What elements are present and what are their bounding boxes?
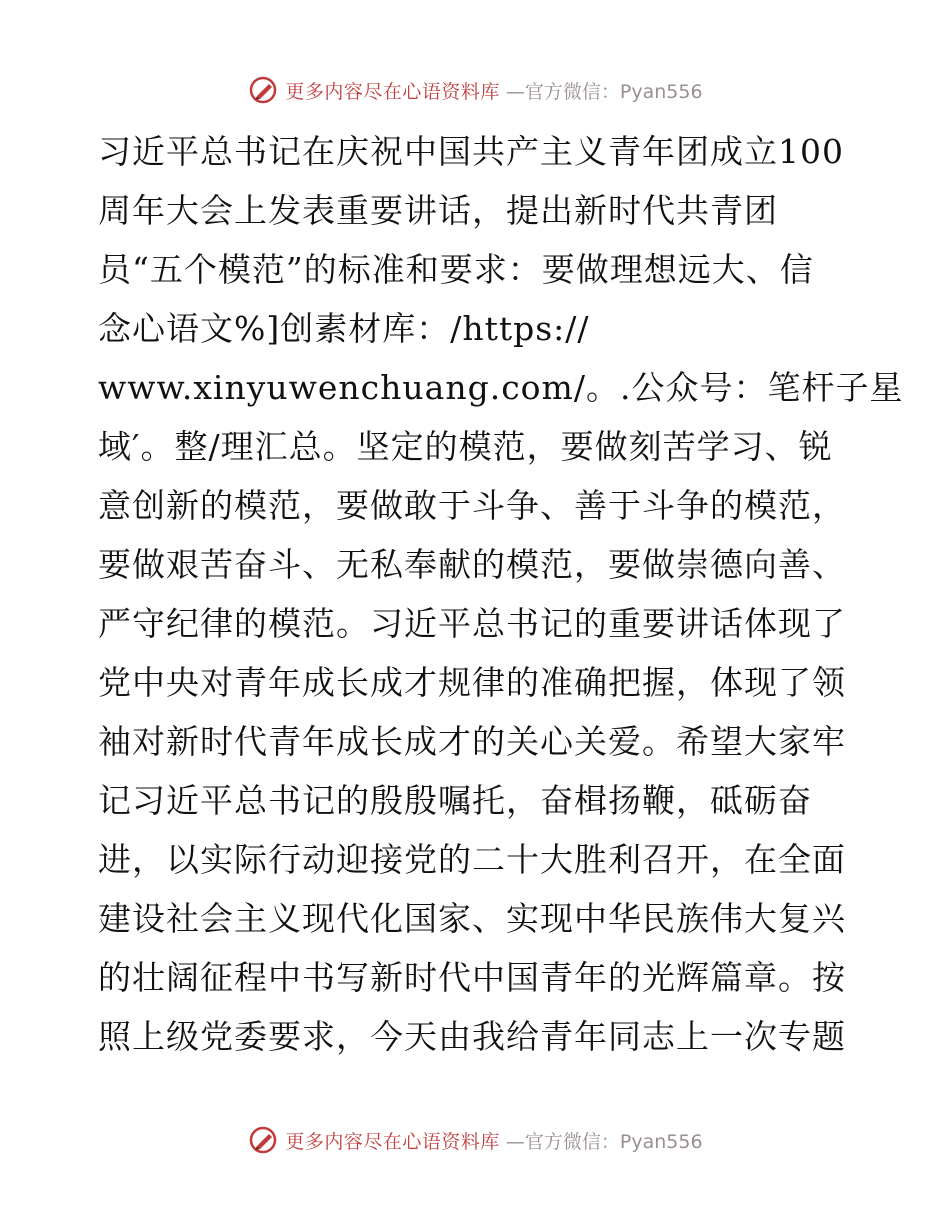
body-line: 的壮阔征程中书写新时代中国青年的光辉篇章。按 <box>98 958 846 997</box>
header-watermark-title: 更多内容尽在心语资料库 <box>285 80 500 103</box>
footer-watermark-title: 更多内容尽在心语资料库 <box>285 1130 500 1153</box>
body-line: 严守纪律的模范。习近平总书记的重要讲话体现了 <box>98 604 846 643</box>
body-line: 袖对新时代青年成长成才的关心关爱。希望大家牢 <box>98 722 846 761</box>
body-line: 意创新的模范，要做敢于斗争、善于斗争的模范， <box>98 486 846 525</box>
pen-logo-icon <box>247 74 279 106</box>
body-line: 域′。整/理汇总。坚定的模范，要做刻苦学习、锐 <box>98 427 833 466</box>
document-body <box>98 122 904 1066</box>
body-line: 员“五个模范”的标准和要求：要做理想远大、信 <box>98 250 814 289</box>
body-line: 建设社会主义现代化国家、实现中华民族伟大复兴 <box>98 899 846 938</box>
body-line: 党中央对青年成长成才规律的准确把握，体现了领 <box>98 663 846 702</box>
pen-logo-icon <box>247 1124 279 1156</box>
body-line: 记习近平总书记的殷殷嘱托，奋楫扬鞭，砥砺奋 <box>98 781 812 820</box>
body-line: 习近平总书记在庆祝中国共产主义青年团成立100 <box>98 132 844 171</box>
body-line: 周年大会上发表重要讲话，提出新时代共青团 <box>98 191 778 230</box>
footer-watermark-contact: —官方微信：Pyan556 <box>505 1130 703 1153</box>
body-line: 要做艰苦奋斗、无私奉献的模范，要做崇德向善、 <box>98 545 846 584</box>
body-line: 照上级党委要求，今天由我给青年同志上一次专题 <box>98 1017 846 1056</box>
header-watermark-contact: —官方微信：Pyan556 <box>505 80 703 103</box>
body-line: www.xinyuwenchuang.com/。.公众号：笔杆子星 <box>98 368 904 407</box>
body-line: 进，以实际行动迎接党的二十大胜利召开，在全面 <box>98 840 846 879</box>
body-line: 念心语文%]创素材库：/https:// <box>98 309 590 348</box>
footer-watermark <box>0 1120 950 1160</box>
header-watermark <box>0 70 950 110</box>
